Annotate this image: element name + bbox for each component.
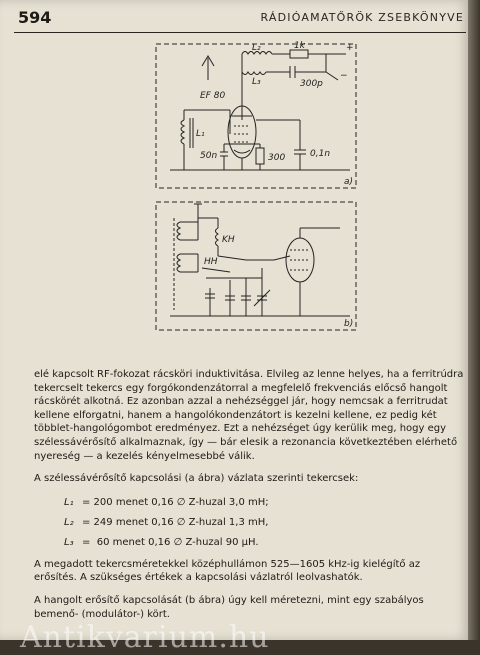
label-plus: + — [346, 43, 354, 53]
body-text — [34, 368, 464, 621]
formula-text: = 249 menet 0,16 ∅ Z-huzal 1,3 mH, — [82, 516, 269, 528]
paragraph-1: elé kapcsolt RF-fokozat rácsköri induktivitása. Elvileg az lenne helyes, ha a ferritrúdra tekercselt tekercs egy forgókondenzátorral a megfelelő frekvenciás előcső hangolt rácskörét alkotná. Ez azonban azzal a nehézséggel jár, hogy nemcsak a ferritrudat kellene elforgatni, hanem a hangolókondenzátort is kezelni kellene, ez pedig két többlet-hangológombot eredményez. Ezt a nehézséget úgy kerülik meg, hogy egy szélessávérősítő alkalmaznak, így — bár elesik a rezonancia következtében elérhető nyereség — a kezelés kényelmesebbé válik. — [34, 369, 464, 462]
formula-text: = 60 menet 0,16 ∅ Z-huzal 90 μH. — [82, 536, 259, 548]
formula-text: = 200 menet 0,16 ∅ Z-huzal 3,0 mH; — [82, 496, 269, 508]
label-50n: 50n — [200, 151, 218, 161]
label-l3: L₃ — [252, 77, 261, 87]
running-title: RÁDIÓAMATŐRÖK ZSEBKÖNYVE — [260, 11, 464, 24]
page-edge-shadow — [468, 0, 480, 640]
formula-line — [64, 493, 464, 513]
circuit-figure-a — [150, 40, 360, 192]
caption-b: b) — [344, 319, 354, 329]
coil-formula-list — [64, 493, 464, 553]
formula-line — [64, 513, 464, 533]
label-1k: 1k — [294, 41, 305, 51]
label-l1: L₁ — [196, 129, 205, 139]
page-number: 594 — [18, 8, 52, 27]
label-minus: − — [340, 71, 348, 81]
label-l2: L₂ — [252, 43, 261, 53]
label-tube: EF 80 — [200, 91, 226, 101]
page-header — [14, 6, 466, 33]
label-300p: 300p — [300, 79, 323, 89]
formula-line — [64, 533, 464, 553]
caption-a: a) — [344, 177, 354, 187]
label-300: 300 — [268, 153, 286, 163]
formula-symbol: L₂ — [64, 516, 74, 528]
formula-symbol: L₁ — [64, 496, 74, 508]
formula-symbol: L₃ — [64, 536, 74, 548]
watermark: Antikvarium.hu — [20, 620, 270, 655]
circuit-figure-b — [150, 198, 360, 336]
label-0-1n: 0,1n — [310, 149, 331, 159]
label-hh: HH — [204, 257, 218, 267]
paragraph-2: A szélessávérősítő kapcsolási (a ábra) vázlata szerinti tekercsek: — [34, 473, 359, 485]
label-kh: KH — [222, 235, 235, 245]
paragraph-4: A hangolt erősítő kapcsolását (b ábra) úgy kell méretezni, mint egy szabályos bemenő- (modulátor-) kört. — [34, 594, 424, 620]
paragraph-3: A megadott tekercsméretekkel középhullámon 525—1605 kHz-ig kielégítő az erősítés. A szükséges értékek a kapcsolási vázlatról leolvashatók. — [34, 558, 421, 584]
